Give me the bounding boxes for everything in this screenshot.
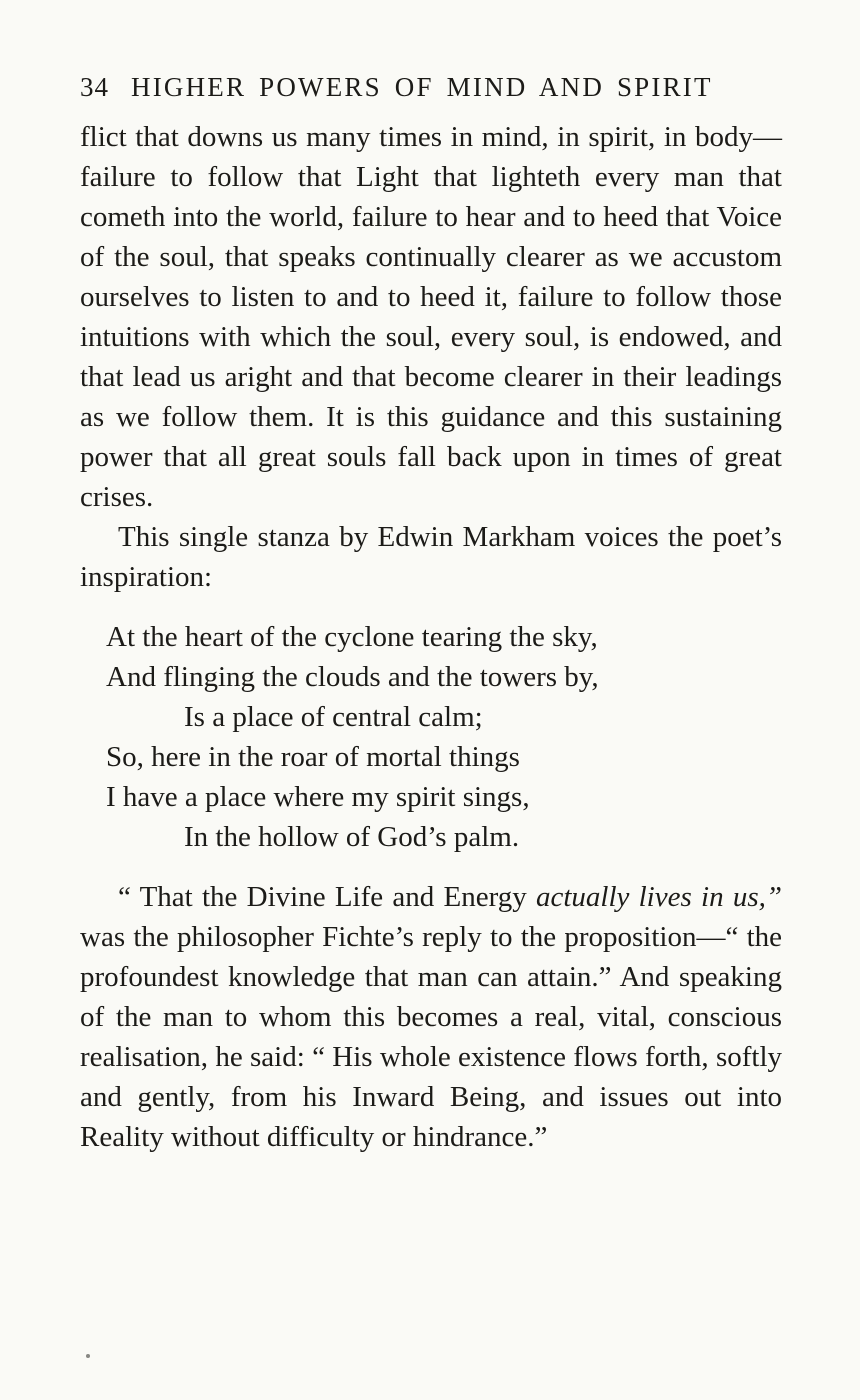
poem-line: And flinging the clouds and the towers by, [106, 661, 599, 693]
text-segment: was the philosopher Fichte’s reply to the proposition—“ the profoundest knowledge that man can attain.” And speaking of the man to whom this becomes a real, vital, conscious realisation, he said: “ His whole existence flows forth, softly and gently, from his Inward Being, and issues out into Reality without difficulty or hindrance.” [80, 921, 782, 1153]
poem-line: Is a place of central calm; [184, 701, 483, 733]
page-body [80, 117, 782, 1157]
page-header [80, 72, 782, 103]
page-number: 34 [80, 72, 109, 102]
poem-line: So, here in the roar of mortal things [106, 741, 520, 773]
text-segment: “ That the Divine Life and Energy [118, 881, 536, 913]
scan-speck [86, 1354, 90, 1358]
running-title: HIGHER POWERS OF MIND AND SPIRIT [131, 72, 713, 102]
poem-line: In the hollow of God’s palm. [184, 821, 520, 853]
poem-stanza [80, 617, 782, 857]
poem-line: At the heart of the cyclone tearing the sky, [106, 621, 598, 653]
paragraph-markham-intro: This single stanza by Edwin Markham voices the poet’s inspiration: [80, 521, 782, 593]
text-segment-italic: actually lives in us,” [535, 881, 782, 913]
poem-line: I have a place where my spirit sings, [106, 781, 530, 813]
paragraph-fichte [80, 877, 782, 1157]
paragraph-continuation: flict that downs us many times in mind, in spirit, in body—failure to follow that Light that lighteth every man that cometh into the world, failure to hear and to heed that Voice of the soul, that speaks continually clearer as we accustom ourselves to listen to and to heed it, failure to follow those intuitions with which the soul, every soul, is endowed, and that lead us aright and that become clearer in their leadings as we follow them. It is this guidance and this sustaining power that all great souls fall back upon in times of great crises. [80, 121, 782, 513]
